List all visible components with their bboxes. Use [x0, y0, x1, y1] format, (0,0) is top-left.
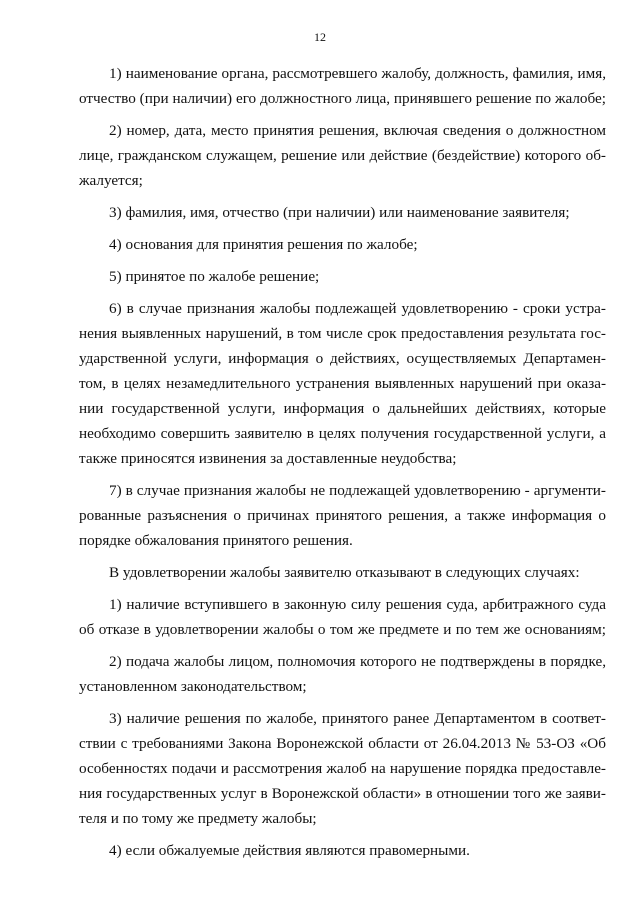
text-line: 1) наличие вступившего в законную силу решения суда, арбитражного суда [109, 596, 606, 613]
text-line: лице, гражданском служащем, решение или действие (бездействие) которого об- [79, 147, 606, 164]
paragraph-spacer [79, 471, 606, 478]
text-line: установленном законодательством; [79, 678, 307, 695]
text-line: 7) в случае признания жалобы не подлежащей удовлетворению - аргументи- [109, 482, 606, 499]
page-number: 12 [314, 30, 326, 44]
text-line: ударственной услуги, информация о действиях, осуществляемых Департамен- [79, 350, 606, 367]
text-line: об отказе в удовлетворении жалобы о том же предмете и по тем же основаниям; [79, 621, 606, 638]
paragraph [79, 296, 606, 471]
paragraph-spacer [79, 257, 606, 264]
paragraph-spacer [79, 831, 606, 838]
paragraph [79, 118, 606, 193]
text-line: В удовлетворении жалобы заявителю отказывают в следующих случаях: [109, 564, 580, 581]
text-line: отчество (при наличии) его должностного лица, принявшего решение по жалобе; [79, 90, 606, 107]
paragraph [79, 264, 606, 289]
text-line: нии государственной услуги, информация о дальнейших действиях, которые [79, 400, 606, 417]
paragraph [79, 649, 606, 699]
text-line: 4) если обжалуемые действия являются правомерными. [109, 842, 470, 859]
text-line: особенностях подачи и рассмотрения жалоб на нарушение порядка предоставле- [79, 760, 606, 777]
paragraph [79, 838, 606, 863]
paragraph-spacer [79, 553, 606, 560]
text-line: теля и по тому же предмету жалобы; [79, 810, 317, 827]
paragraph [79, 232, 606, 257]
paragraph [79, 706, 606, 831]
document-body [79, 61, 606, 863]
text-line: 4) основания для принятия решения по жалобе; [109, 236, 418, 253]
paragraph [79, 61, 606, 111]
paragraph-spacer [79, 699, 606, 706]
text-line: порядке обжалования принятого решения. [79, 532, 353, 549]
paragraph-spacer [79, 111, 606, 118]
text-line: 3) фамилия, имя, отчество (при наличии) или наименование заявителя; [109, 204, 570, 221]
text-line: жалуется; [79, 172, 143, 189]
paragraph-spacer [79, 289, 606, 296]
paragraph-spacer [79, 193, 606, 200]
paragraph [79, 592, 606, 642]
text-line: 5) принятое по жалобе решение; [109, 268, 320, 285]
text-line: 6) в случае признания жалобы подлежащей удовлетворению - сроки устра- [109, 300, 606, 317]
paragraph [79, 560, 606, 585]
paragraph [79, 200, 606, 225]
text-line: нения выявленных нарушений, в том числе срок предоставления результата гос- [79, 325, 606, 342]
text-line: 2) номер, дата, место принятия решения, включая сведения о должностном [109, 122, 606, 139]
paragraph [79, 478, 606, 553]
text-line: ствии с требованиями Закона Воронежской области от 26.04.2013 № 53-ОЗ «Об [79, 735, 606, 752]
text-line: 2) подача жалобы лицом, полномочия которого не подтверждены в порядке, [109, 653, 606, 670]
text-line: необходимо совершить заявителю в целях получения государственной услуги, а [79, 425, 606, 442]
text-line: 3) наличие решения по жалобе, принятого ранее Департаментом в соответ- [109, 710, 606, 727]
text-line: рованные разъяснения о причинах принятого решения, а также информация о [79, 507, 606, 524]
paragraph-spacer [79, 225, 606, 232]
paragraph-spacer [79, 642, 606, 649]
text-line: том, в целях незамедлительного устранения выявленных нарушений при оказа- [79, 375, 606, 392]
text-line: 1) наименование органа, рассмотревшего жалобу, должность, фамилия, имя, [109, 65, 606, 82]
paragraph-spacer [79, 585, 606, 592]
text-line: также приносятся извинения за доставленные неудобства; [79, 450, 457, 467]
text-line: ния государственных услуг в Воронежской области» в отношении того же заяви- [79, 785, 606, 802]
